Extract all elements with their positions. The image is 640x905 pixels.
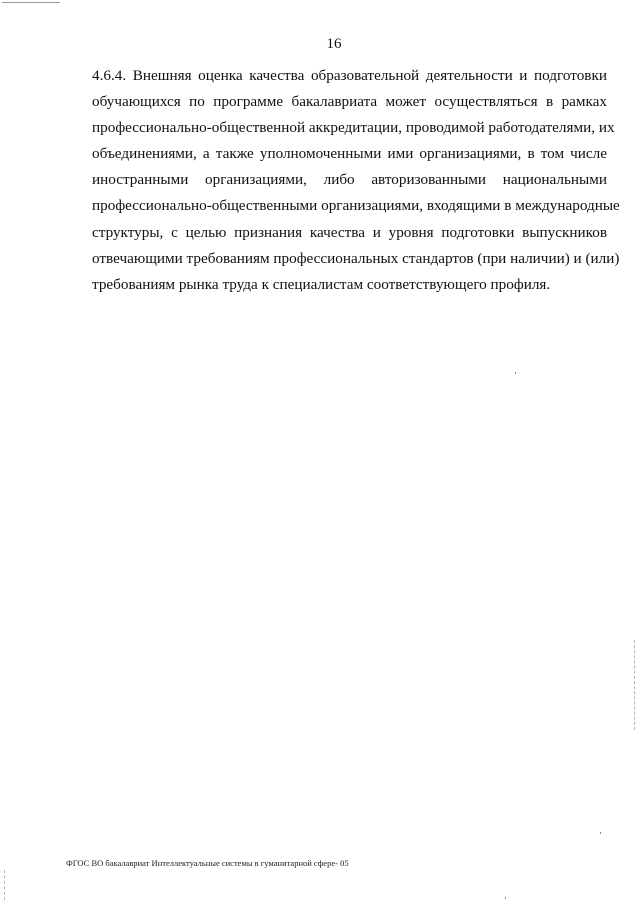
paragraph-4-6-4 — [92, 63, 620, 298]
scan-edge-mark — [4, 870, 5, 900]
paragraph-line-last: требованиям рынка труда к специалистам соответствующего профиля. — [92, 275, 551, 293]
scan-speck — [505, 897, 506, 899]
paragraph-line: профессионально-общественными организациями, входящими в международные — [92, 197, 620, 215]
paragraph-line: профессионально-общественной аккредитации, проводимой работодателями, их — [92, 119, 615, 137]
paragraph-line: объединениями, а также уполномоченными ими организациями, в том числе — [92, 145, 607, 163]
page-number: 16 — [326, 36, 342, 52]
paragraph-line: обучающихся по программе бакалавриата может осуществляться в рамках — [92, 93, 607, 111]
document-footer: ФГОС ВО бакалавриат Интеллектуальные системы в гуманитарной сфере- 05 — [66, 858, 349, 868]
paragraph-line: 4.6.4. Внешняя оценка качества образовательной деятельности и подготовки — [92, 67, 607, 84]
scan-speck — [515, 372, 516, 374]
paragraph-line: иностранными организациями, либо авторизованными национальными — [92, 171, 607, 189]
paragraph-line: структуры, с целью признания качества и уровня подготовки выпускников — [92, 223, 607, 241]
scan-speck — [600, 832, 601, 834]
paragraph-line: отвечающими требованиям профессиональных стандартов (при наличии) и (или) — [92, 249, 620, 267]
scan-edge-mark — [2, 2, 60, 3]
scan-edge-mark — [634, 640, 635, 730]
